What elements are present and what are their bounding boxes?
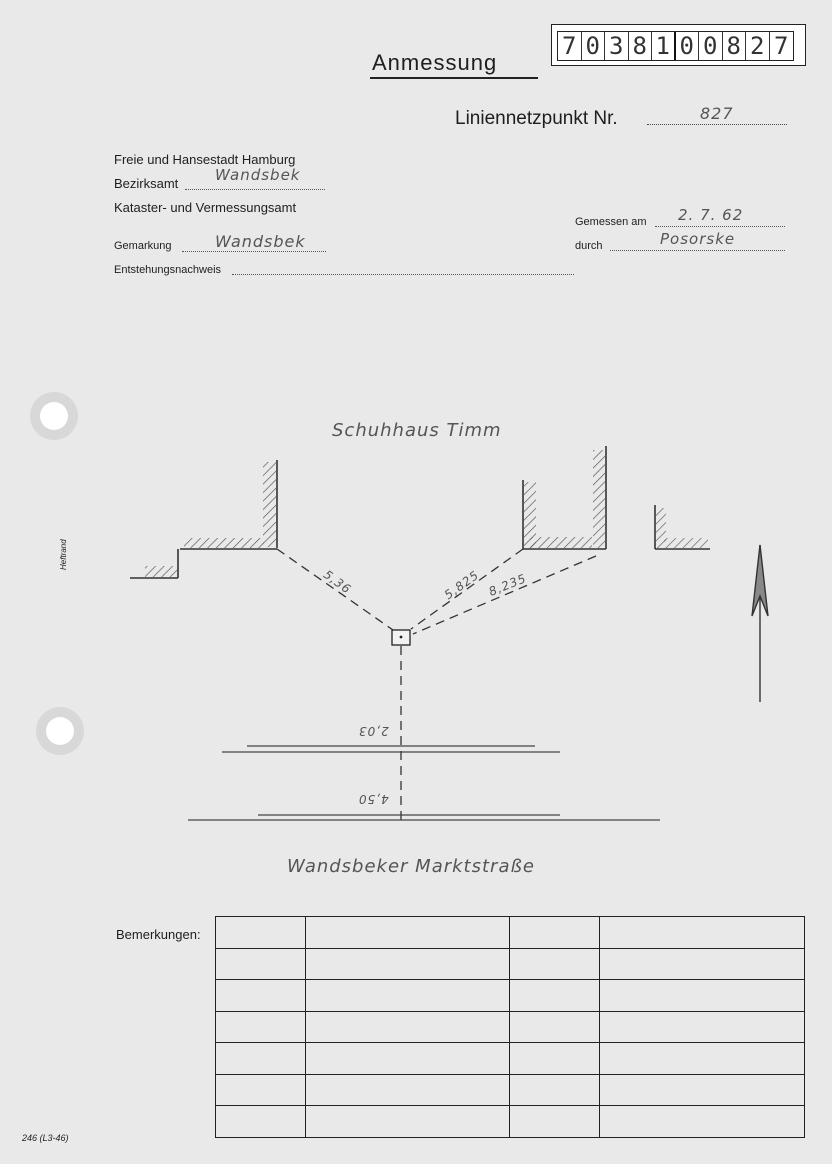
- register-digit: 2: [746, 32, 770, 60]
- wall-hatching: [593, 450, 605, 548]
- wall-hatching: [263, 462, 276, 547]
- wall-hatching: [145, 566, 177, 577]
- measurement-line: [413, 556, 596, 634]
- remarks-cell[interactable]: [216, 917, 306, 949]
- wall-hatching: [184, 538, 264, 548]
- register-digit: 3: [605, 32, 629, 60]
- gemarkung-label: Gemarkung: [114, 240, 172, 252]
- north-arrow-icon: [752, 545, 768, 702]
- remarks-cell[interactable]: [510, 917, 600, 949]
- bezirksamt-label: Bezirksamt: [114, 176, 179, 191]
- distance-label: 4,50: [358, 792, 389, 806]
- document-title: Anmessung: [372, 50, 498, 75]
- remarks-cell[interactable]: [216, 980, 306, 1012]
- street-label: Wandsbeker Marktstraße: [287, 856, 535, 877]
- gemessen-label: Gemessen am: [575, 216, 647, 228]
- remarks-row: [216, 917, 805, 949]
- remarks-row: [216, 1106, 805, 1138]
- survey-point-center: [400, 636, 403, 639]
- durch-label: durch: [575, 240, 603, 252]
- remarks-cell[interactable]: [600, 1074, 805, 1106]
- remarks-cell[interactable]: [510, 1106, 600, 1138]
- distance-label: 5,825: [441, 567, 482, 603]
- remarks-cell[interactable]: [305, 917, 510, 949]
- remarks-cell[interactable]: [510, 1011, 600, 1043]
- register-digit: 8: [629, 32, 653, 60]
- remarks-cell[interactable]: [600, 1011, 805, 1043]
- remarks-cell[interactable]: [216, 1074, 306, 1106]
- distance-label: 5,36: [320, 567, 354, 597]
- remarks-cell[interactable]: [305, 1043, 510, 1075]
- heftrand-label: Heftrand: [59, 539, 68, 570]
- register-digit: 0: [582, 32, 606, 60]
- distance-label: 2,03: [358, 724, 389, 738]
- liniennetzpunkt-value: 827: [700, 104, 734, 123]
- form-code: 246 (L3-46): [22, 1133, 69, 1143]
- remarks-cell[interactable]: [600, 1043, 805, 1075]
- liniennetzpunkt-label: Liniennetzpunkt Nr.: [455, 108, 618, 129]
- remarks-table: [215, 916, 805, 1138]
- remarks-cell[interactable]: [305, 1011, 510, 1043]
- register-digit: 7: [774, 32, 789, 60]
- remarks-row: [216, 1011, 805, 1043]
- durch-value: Posorske: [660, 230, 736, 248]
- remarks-cell[interactable]: [216, 1043, 306, 1075]
- remarks-cell[interactable]: [600, 980, 805, 1012]
- remarks-label: Bemerkungen:: [116, 927, 201, 942]
- building-label: Schuhhaus Timm: [332, 420, 502, 441]
- wall-hatching: [530, 537, 592, 548]
- remarks-cell[interactable]: [510, 980, 600, 1012]
- remarks-cell[interactable]: [510, 948, 600, 980]
- remarks-row: [216, 1043, 805, 1075]
- distance-label: 8,235: [486, 571, 529, 599]
- entstehungsnachweis-label: Entstehungsnachweis: [114, 264, 222, 276]
- bezirksamt-value: Wandsbek: [215, 166, 301, 184]
- register-digit: 1: [652, 32, 676, 60]
- remarks-cell[interactable]: [600, 948, 805, 980]
- remarks-cell[interactable]: [305, 1074, 510, 1106]
- remarks-cell[interactable]: [216, 1011, 306, 1043]
- remarks-cell[interactable]: [305, 948, 510, 980]
- wall-hatching: [664, 538, 708, 548]
- remarks-row: [216, 1074, 805, 1106]
- authority-office: Kataster- und Vermessungsamt: [114, 200, 297, 215]
- remarks-cell[interactable]: [216, 948, 306, 980]
- remarks-cell[interactable]: [600, 917, 805, 949]
- gemessen-value: 2. 7. 62: [678, 206, 744, 224]
- register-digit: 7: [558, 32, 582, 60]
- register-digit: 0: [699, 32, 723, 60]
- remarks-cell[interactable]: [216, 1106, 306, 1138]
- remarks-cell[interactable]: [510, 1043, 600, 1075]
- remarks-cell[interactable]: [305, 1106, 510, 1138]
- remarks-cell[interactable]: [510, 1074, 600, 1106]
- remarks-row: [216, 948, 805, 980]
- remarks-row: [216, 980, 805, 1012]
- register-digit: 8: [723, 32, 747, 60]
- remarks-cell[interactable]: [600, 1106, 805, 1138]
- gemarkung-value: Wandsbek: [215, 232, 306, 251]
- remarks-cell[interactable]: [305, 980, 510, 1012]
- authority-line: Freie und Hansestadt Hamburg: [114, 152, 296, 167]
- register-digit: 0: [676, 32, 700, 60]
